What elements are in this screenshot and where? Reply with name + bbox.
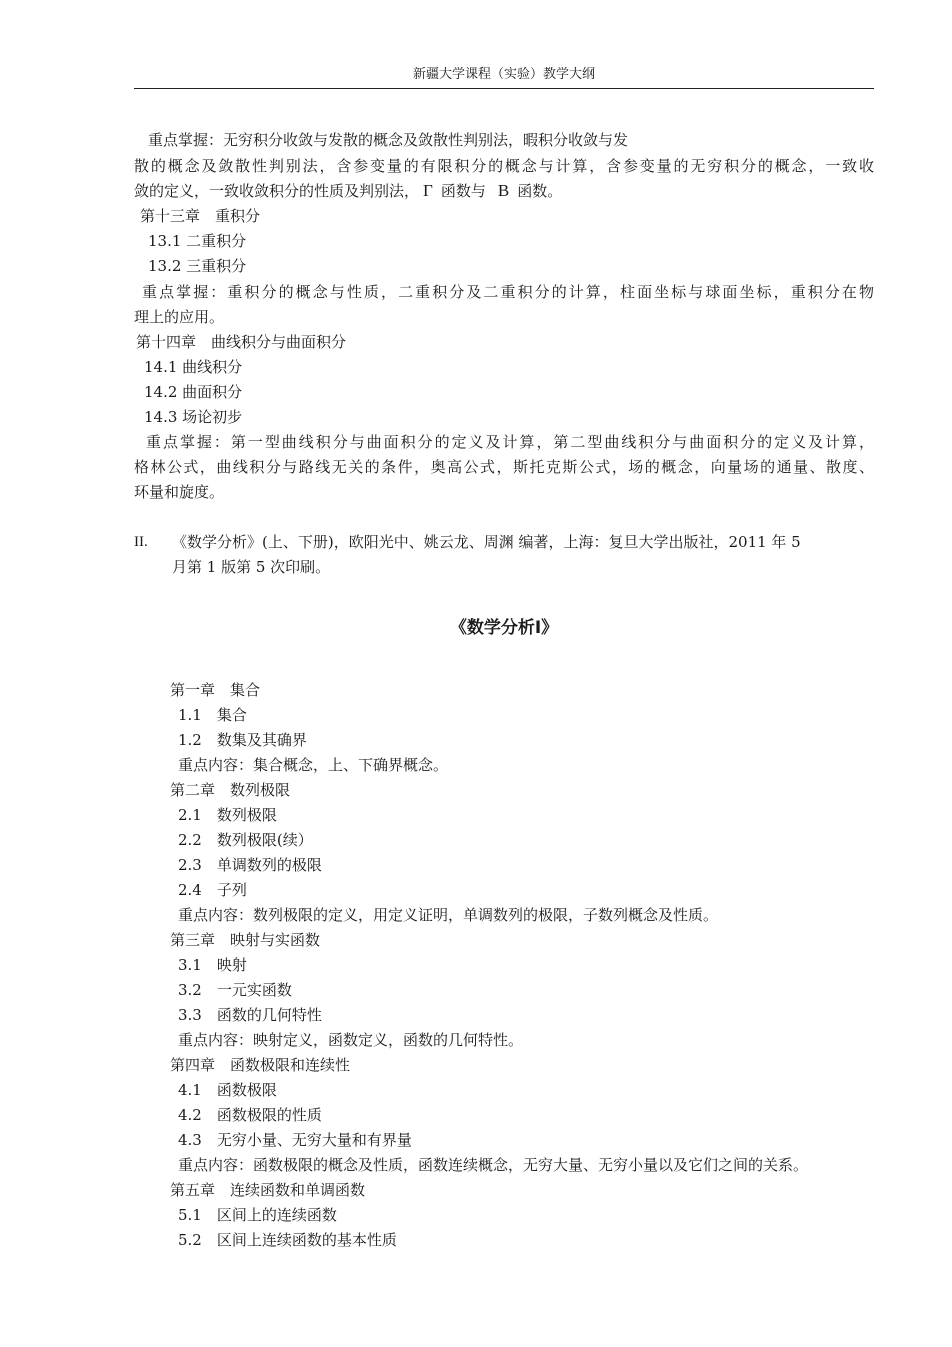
outline-item: 4.2 函数极限的性质 [178, 1106, 322, 1124]
outline-item: 2.1 数列极限 [178, 806, 277, 824]
key-points-13-line-3 [134, 180, 562, 202]
outline-item: 1.2 数集及其确界 [178, 731, 307, 749]
outline-item: 重点内容：数列极限的定义，用定义证明，单调数列的极限，子数列概念及性质。 [178, 906, 719, 924]
chapter-13-key-points-line-2: 理上的应用。 [134, 308, 225, 326]
chapter-13-key-points-line-1: 重点掌握：重积分的概念与性质，二重积分及二重积分的计算，柱面坐标与球面坐标，重积分在物 [142, 283, 874, 301]
reference-line-2: 月第 1 版第 5 次印刷。 [172, 558, 331, 576]
outline-item: 3.3 函数的几何特性 [178, 1006, 322, 1024]
outline-chapter-title: 第五章 连续函数和单调函数 [170, 1181, 366, 1199]
reference-number: II. [134, 534, 148, 550]
chapter-14-key-points-line-2: 格林公式，曲线积分与路线无关的条件，奥高公式，斯托克斯公式，场的概念，向量场的通量、散度、 [134, 458, 874, 476]
outline-item: 4.1 函数极限 [178, 1081, 277, 1099]
chapter-13-section-1: 13.1 二重积分 [148, 232, 247, 250]
outline-item: 3.1 映射 [178, 956, 247, 974]
gamma-symbol: Γ [423, 181, 433, 200]
outline-item: 2.2 数列极限(续） [178, 831, 313, 849]
key-points-13-line-3-post: 函数。 [517, 182, 563, 200]
outline-item: 重点内容：映射定义，函数定义，函数的几何特性。 [178, 1031, 524, 1049]
key-points-13-line-1: 重点掌握：无穷积分收敛与发散的概念及敛散性判别法，暇积分收敛与发 [148, 131, 629, 149]
outline-item: 4.3 无穷小量、无穷大量和有界量 [178, 1131, 412, 1149]
chapter-14-title: 第十四章 曲线积分与曲面积分 [136, 333, 347, 351]
outline-chapter-title: 第二章 数列极限 [170, 781, 291, 799]
beta-symbol: B [497, 181, 510, 200]
chapter-14-section-3: 14.3 场论初步 [144, 408, 243, 426]
outline-item: 5.1 区间上的连续函数 [178, 1206, 337, 1224]
chapter-13-title: 第十三章 重积分 [140, 207, 261, 225]
chapter-14-section-2: 14.2 曲面积分 [144, 383, 243, 401]
chapter-14-key-points-line-1: 重点掌握：第一型曲线积分与曲面积分的定义及计算，第二型曲线积分与曲面积分的定义及计算， [146, 433, 874, 451]
page-header: 新疆大学课程（实验）教学大纲 [412, 67, 595, 82]
outline-item: 2.3 单调数列的极限 [178, 856, 322, 874]
outline-chapter-title: 第三章 映射与实函数 [170, 931, 321, 949]
key-points-13-line-2: 散的概念及敛散性判别法，含参变量的有限积分的概念与计算，含参变量的无穷积分的概念，一致收 [134, 157, 874, 175]
outline-item: 2.4 子列 [178, 881, 247, 899]
section-title: 《数学分析Ⅰ》 [449, 618, 559, 638]
header-rule [134, 88, 874, 89]
chapter-13-section-2: 13.2 三重积分 [148, 257, 247, 275]
chapter-14-section-1: 14.1 曲线积分 [144, 358, 243, 376]
key-points-13-line-3-pre: 敛的定义，一致收敛积分的性质及判别法， [134, 182, 420, 200]
outline-item: 1.1 集合 [178, 706, 247, 724]
outline-item: 5.2 区间上连续函数的基本性质 [178, 1231, 397, 1249]
outline-item: 重点内容：集合概念，上、下确界概念。 [178, 756, 449, 774]
outline-item: 3.2 一元实函数 [178, 981, 292, 999]
outline-chapter-title: 第四章 函数极限和连续性 [170, 1056, 351, 1074]
chapter-14-key-points-line-3: 环量和旋度。 [134, 483, 225, 501]
key-points-13-line-3-mid: 函数与 [440, 182, 486, 200]
outline-item: 重点内容：函数极限的概念及性质，函数连续概念，无穷大量、无穷小量以及它们之间的关系。 [178, 1156, 809, 1174]
reference-line-1: 《数学分析》(上、下册)，欧阳光中、姚云龙、周渊 编著，上海：复旦大学出版社，2011 年 5 [172, 533, 801, 551]
outline-chapter-title: 第一章 集合 [170, 681, 261, 699]
